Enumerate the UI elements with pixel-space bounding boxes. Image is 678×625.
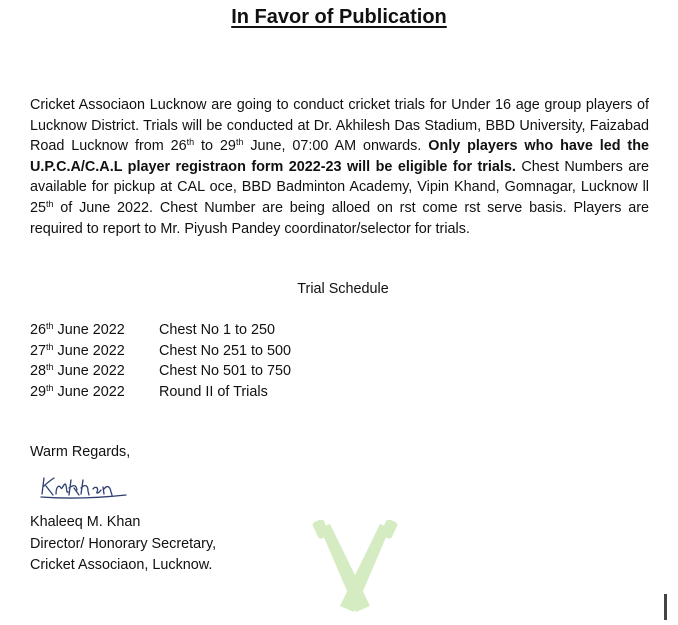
schedule-detail: Chest No 251 to 500 [159, 342, 292, 359]
schedule-day-suffix: th [46, 382, 54, 393]
signature-icon [38, 472, 130, 507]
para-text-3: June, 07:00 AM onwards. [243, 138, 429, 155]
schedule-detail: Chest No 1 to 250 [159, 322, 275, 338]
eligibility-note: Only players who have led the U.P.C.A/C.A.L player registraon form 2022-23 will be eligible for trials. [30, 138, 650, 175]
schedule-day: 29 [30, 383, 47, 400]
schedule-row [30, 361, 291, 382]
schedule-month: June 2022 [53, 383, 125, 400]
para-text-2: to 29 [194, 138, 236, 155]
schedule-date [30, 320, 159, 341]
schedule-detail: Round II of Trials [159, 383, 268, 400]
para-text-4: Chest Numbers are available for pickup at CAL oce, BBD Badminton Academy, Vipin Khand, Gomnagar, Lucknow ll 25 [30, 158, 649, 216]
closing-regards: Warm Regards, [30, 444, 131, 460]
schedule-month: June 2022 [53, 363, 125, 379]
schedule-month: June 2022 [53, 322, 125, 338]
schedule-day-suffix: th [46, 341, 54, 352]
para-sup-1: th [186, 137, 195, 148]
schedule-date [30, 382, 159, 403]
schedule-list [30, 320, 291, 402]
schedule-detail: Chest No 501 to 750 [159, 363, 292, 379]
schedule-date [30, 341, 159, 362]
scroll-edge-marker [664, 594, 667, 620]
schedule-month: June 2022 [53, 342, 125, 359]
para-text-1: Cricket Associaon Lucknow are going to conduct cricket trials for Under 16 age group players of Lucknow District. Trials will be conducted at Dr. Akhilesh Das Stadium, BBD University, Faizabad Road Lucknow from 26 [30, 97, 649, 155]
para-text-5: of June 2022. Chest Number are being alloed on rst come rst serve basis. Players are required to report to Mr. Piyush Pandey coordinator/selector for trials. [30, 199, 649, 237]
schedule-row [30, 382, 291, 403]
signatory-name: Khaleeq M. Khan [30, 514, 141, 530]
signatory-organization: Cricket Associaon, Lucknow. [30, 557, 213, 573]
para-sup-2: th [235, 137, 244, 148]
signatory-designation: Director/ Honorary Secretary, [30, 535, 217, 552]
schedule-day: 27 [30, 342, 47, 359]
page-title: In Favor of Publication [231, 6, 447, 28]
schedule-day: 26 [30, 322, 47, 338]
schedule-row [30, 320, 291, 341]
schedule-day-suffix: th [46, 362, 54, 372]
schedule-row [30, 341, 291, 362]
schedule-day-suffix: th [46, 321, 54, 331]
schedule-day: 28 [30, 363, 47, 379]
schedule-title: Trial Schedule [297, 281, 389, 297]
schedule-date [30, 361, 159, 382]
announcement-paragraph [30, 95, 649, 239]
signatory-block [30, 512, 216, 577]
para-sup-3: th [46, 198, 54, 209]
crossed-bats-icon [300, 520, 410, 625]
